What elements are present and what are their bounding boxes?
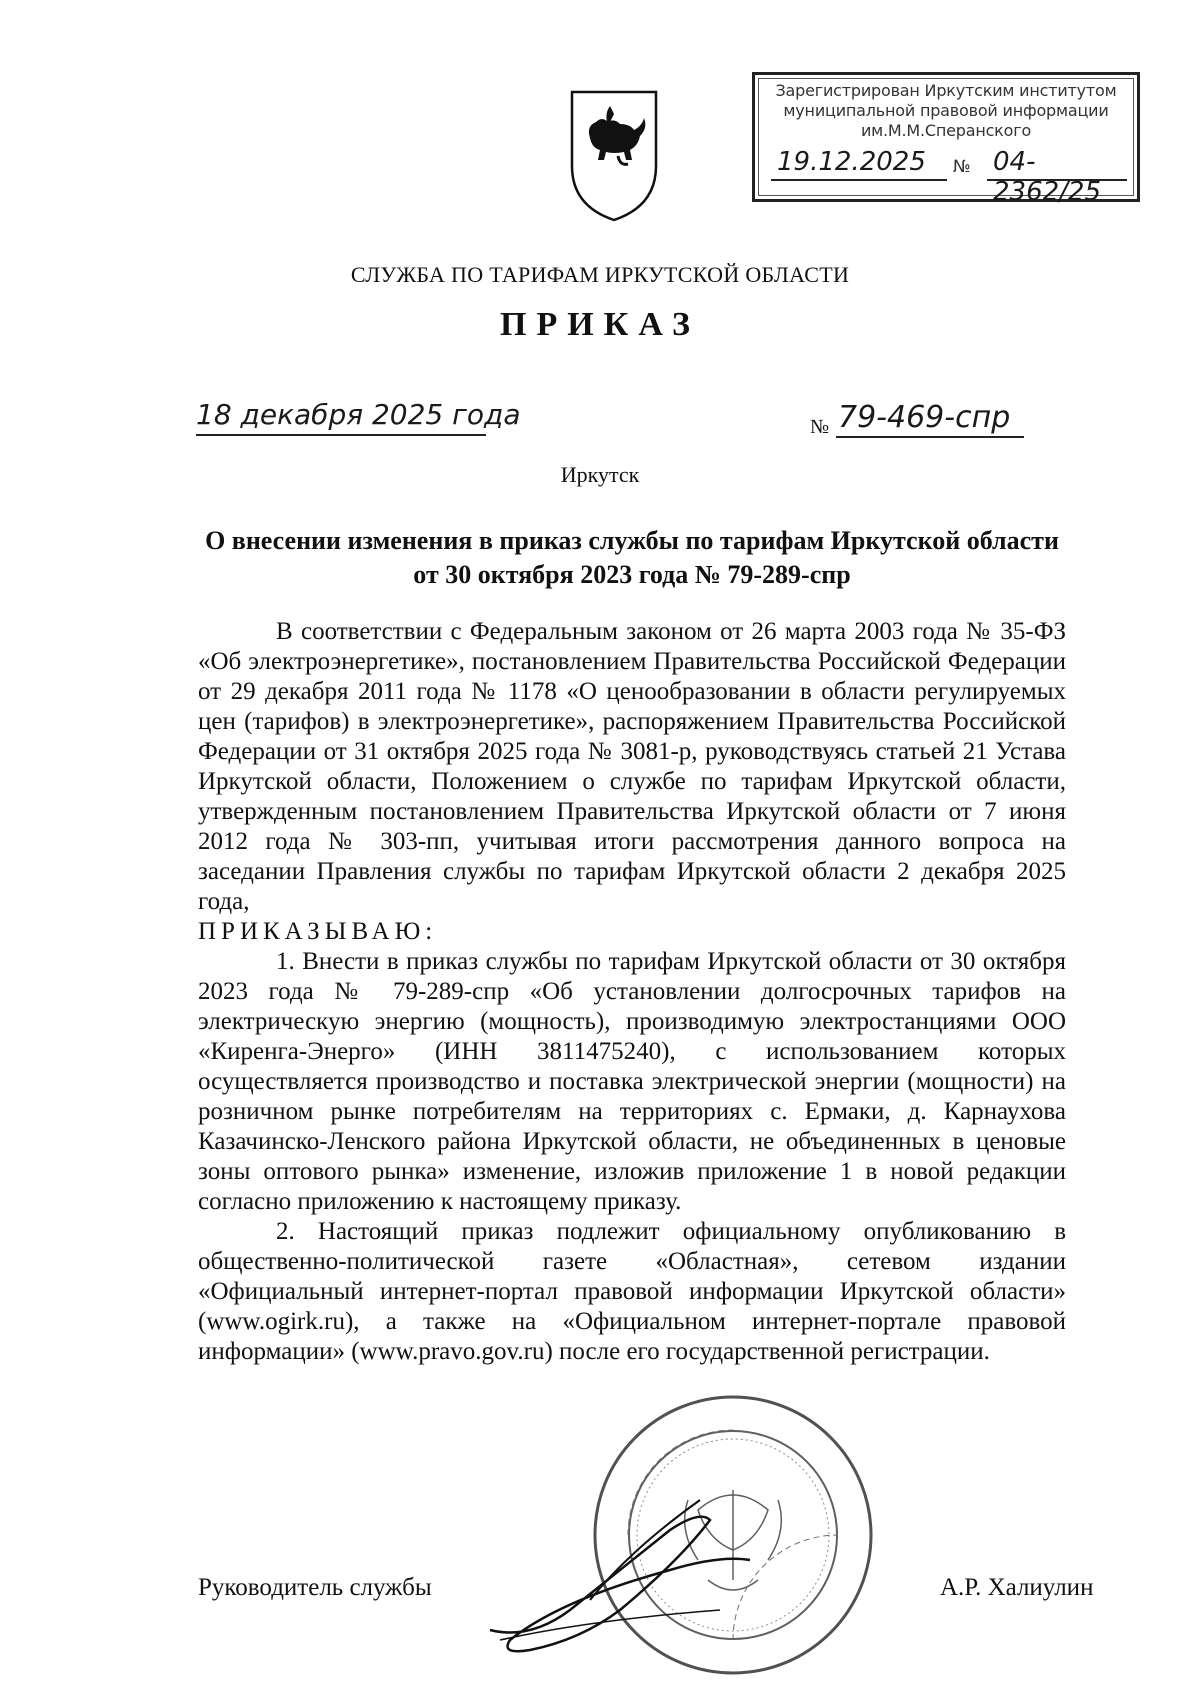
- city-name: Иркутск: [560, 462, 640, 487]
- signer-title: Руководитель службы: [198, 1574, 432, 1601]
- order-body: [198, 617, 1066, 1367]
- signer-name: А.Р. Халиулин: [940, 1574, 1094, 1601]
- order-number-rule: [836, 436, 1024, 438]
- registration-date-rule: [771, 179, 947, 181]
- order-item-1: 1. Внести в приказ службы по тарифам Иркутской области от 30 октября 2023 года № 79-289-спр «Об установлении долгосрочных тарифов на электрическую энергию (мощность), производимую электростанциями ООО «Киренга-Энерго» (ИНН 3811475240), с использованием которых осуществляется производство и поставка электрической энергии (мощности) на розничном рынке потребителям на территориях с. Ермаки, д. Карнаухова Казачинско-Ленского района Иркутской области, не объединенных в ценовые зоны оптового рынка» изменение, изложив приложение 1 в новой редакции согласно приложению к настоящему приказу.: [198, 948, 1066, 1215]
- registration-stamp-line: Зарегистрирован Иркутским институтом: [775, 81, 1117, 100]
- order-date-rule: [196, 434, 486, 436]
- registration-number-sign: №: [953, 157, 971, 177]
- registration-stamp: [752, 72, 1140, 207]
- registration-number-rule: [987, 179, 1127, 181]
- registration-number: 04-2362/25: [993, 147, 1102, 207]
- document-type-title: ПРИКАЗ: [500, 306, 700, 343]
- registration-stamp-line: им.М.М.Сперанского: [860, 121, 1032, 140]
- organization-name: СЛУЖБА ПО ТАРИФАМ ИРКУТСКОЙ ОБЛАСТИ: [350, 262, 850, 287]
- order-word: ПРИКАЗЫВАЮ:: [198, 918, 438, 945]
- order-subject-line: от 30 октября 2023 года № 79-289-спр: [413, 560, 851, 589]
- order-number: 79-469-спр: [838, 400, 1011, 435]
- registration-stamp-line: муниципальной правовой информации: [783, 101, 1109, 120]
- coat-of-arms-icon: [568, 88, 660, 224]
- order-subject: [198, 524, 1066, 592]
- handwritten-signature-icon: [470, 1490, 770, 1660]
- order-subject-line: О внесении изменения в приказ службы по тарифам Иркутской области: [205, 526, 1059, 555]
- registration-date: 19.12.2025: [777, 147, 926, 177]
- order-number-sign: №: [810, 416, 830, 438]
- order-item-2: 2. Настоящий приказ подлежит официальному опубликованию в общественно-политической газете «Областная», сетевом издании «Официальный интернет-портал правовой информации Иркутской области» (www.ogirk.ru), а также на «Официальном интернет-портале правовой информации» (www.pravo.gov.ru) после его государственной регистрации.: [198, 1218, 1066, 1365]
- order-date: 18 декабря 2025 года: [196, 398, 521, 431]
- preamble-paragraph: В соответствии с Федеральным законом от 26 марта 2003 года № 35-ФЗ «Об электроэнергетике», постановлением Правительства Российской Федерации от 29 декабря 2011 года № 1178 «О ценообразовании в области регулируемых цен (тарифов) в электроэнергетике», распоряжением Правительства Российской Федерации от 31 октября 2025 года № 3081-р, руководствуясь статьей 21 Устава Иркутской области, Положением о службе по тарифам Иркутской области, утвержденным постановлением Правительства Иркутской области от 7 июня 2012 года № 303-пп, учитывая итоги рассмотрения данного вопроса на заседании Правления службы по тарифам Иркутской области 2 декабря 2025 года,: [198, 618, 1066, 915]
